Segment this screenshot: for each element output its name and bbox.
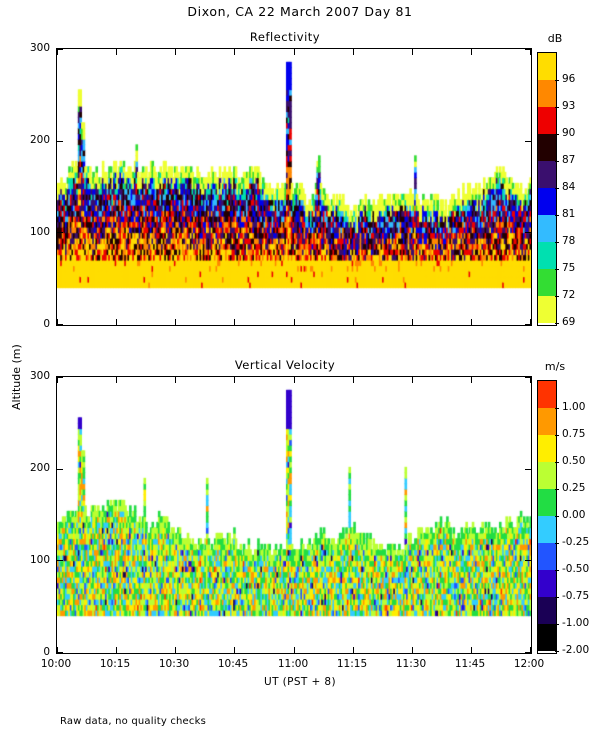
ytick-label: 0 <box>43 318 50 330</box>
axis-tick <box>175 647 176 653</box>
colorbar-segment <box>538 80 556 107</box>
xtick-label: 11:45 <box>454 658 486 670</box>
colorbar-tick <box>555 462 559 463</box>
colorbar-segment <box>538 296 556 323</box>
axis-tick <box>57 141 63 142</box>
colorbar-tick <box>555 651 559 652</box>
axis-tick <box>175 49 176 55</box>
axis-tick <box>175 319 176 325</box>
axis-tick <box>116 319 117 325</box>
colorbar-segment <box>538 215 556 242</box>
ytick-label: 300 <box>29 42 50 54</box>
colorbar-vertical-velocity <box>537 380 557 654</box>
colorbar-tick <box>555 269 559 270</box>
axis-tick <box>525 652 531 653</box>
colorbar-tick <box>555 188 559 189</box>
panel-title-vertical-velocity: Vertical Velocity <box>234 358 336 372</box>
axis-tick <box>525 141 531 142</box>
colorbar-tick-label: 0.75 <box>562 428 586 440</box>
colorbar-segment <box>538 381 556 408</box>
ytick-label: 100 <box>29 554 50 566</box>
colorbar-segment <box>538 462 556 489</box>
axis-tick <box>525 469 531 470</box>
colorbar-tick-label: 81 <box>562 208 576 220</box>
axis-tick <box>412 647 413 653</box>
colorbar-unit-db: dB <box>547 32 563 45</box>
axis-tick <box>412 49 413 55</box>
axis-tick <box>116 49 117 55</box>
colorbar-tick <box>555 435 559 436</box>
colorbar-tick <box>555 134 559 135</box>
xtick-label: 11:00 <box>277 658 309 670</box>
xtick-label: 12:00 <box>513 658 545 670</box>
colorbar-segment <box>538 516 556 543</box>
colorbar-tick <box>555 570 559 571</box>
axis-tick <box>353 377 354 383</box>
axis-tick <box>57 377 63 378</box>
axis-tick <box>412 319 413 325</box>
reflectivity-canvas <box>57 49 531 325</box>
colorbar-tick <box>555 489 559 490</box>
colorbar-tick-label: -0.25 <box>562 536 590 548</box>
axis-tick <box>57 324 63 325</box>
axis-tick <box>525 232 531 233</box>
axis-tick <box>525 560 531 561</box>
xtick-label: 11:15 <box>336 658 368 670</box>
colorbar-tick <box>555 80 559 81</box>
vertical-velocity-canvas <box>57 377 531 653</box>
colorbar-tick-label: 75 <box>562 262 576 274</box>
axis-tick <box>294 319 295 325</box>
colorbar-tick-label: 78 <box>562 235 576 247</box>
axis-tick <box>471 647 472 653</box>
colorbar-tick-label: -0.75 <box>562 590 590 602</box>
colorbar-tick-label: 69 <box>562 316 576 328</box>
footnote: Raw data, no quality checks <box>60 716 207 727</box>
colorbar-tick <box>555 215 559 216</box>
axis-tick <box>525 324 531 325</box>
axis-tick <box>353 319 354 325</box>
colorbar-tick-label: -1.00 <box>562 617 590 629</box>
colorbar-tick-label: -0.50 <box>562 563 590 575</box>
colorbar-segment <box>538 242 556 269</box>
xtick-label: 10:45 <box>217 658 249 670</box>
colorbar-segment <box>538 107 556 134</box>
xtick-label: 10:15 <box>99 658 131 670</box>
colorbar-tick-label: 90 <box>562 127 576 139</box>
xtick-label: 11:30 <box>395 658 427 670</box>
panel-title-reflectivity: Reflectivity <box>249 30 321 44</box>
colorbar-tick-label: 87 <box>562 154 576 166</box>
colorbar-segment <box>538 53 556 80</box>
vertical-velocity-plot <box>56 376 532 654</box>
colorbar-segment <box>538 543 556 570</box>
figure-title: Dixon, CA 22 March 2007 Day 81 <box>187 4 413 19</box>
colorbar-tick-label: 84 <box>562 181 576 193</box>
colorbar-tick <box>555 543 559 544</box>
axis-tick <box>234 647 235 653</box>
axis-tick <box>175 377 176 383</box>
y-axis-title: Altitude (m) <box>10 344 23 410</box>
axis-tick <box>57 652 63 653</box>
colorbar-segment <box>538 624 556 651</box>
colorbar-tick <box>555 597 559 598</box>
axis-tick <box>57 49 63 50</box>
axis-tick <box>116 647 117 653</box>
colorbar-segment <box>538 570 556 597</box>
colorbar-tick <box>555 296 559 297</box>
axis-tick <box>471 377 472 383</box>
axis-tick <box>116 377 117 383</box>
axis-tick <box>525 377 531 378</box>
colorbar-tick <box>555 242 559 243</box>
colorbar-tick <box>555 516 559 517</box>
axis-tick <box>471 319 472 325</box>
axis-tick <box>294 49 295 55</box>
reflectivity-plot <box>56 48 532 326</box>
axis-tick <box>234 319 235 325</box>
axis-tick <box>57 232 63 233</box>
axis-tick <box>57 560 63 561</box>
colorbar-tick-label: 72 <box>562 289 576 301</box>
colorbar-segment <box>538 435 556 462</box>
colorbar-tick-label: 0.25 <box>562 482 586 494</box>
colorbar-tick-label: 0.00 <box>562 509 586 521</box>
colorbar-segment <box>538 489 556 516</box>
colorbar-tick <box>555 624 559 625</box>
ytick-label: 100 <box>29 226 50 238</box>
axis-tick <box>525 49 531 50</box>
ytick-label: 200 <box>29 462 50 474</box>
colorbar-segment <box>538 161 556 188</box>
colorbar-tick-label: 96 <box>562 73 576 85</box>
axis-tick <box>234 49 235 55</box>
axis-tick <box>294 377 295 383</box>
colorbar-segment <box>538 188 556 215</box>
colorbar-tick <box>555 408 559 409</box>
colorbar-tick-label: 1.00 <box>562 401 586 413</box>
colorbar-segment <box>538 597 556 624</box>
ytick-label: 0 <box>43 646 50 658</box>
colorbar-tick-label: 93 <box>562 100 576 112</box>
ytick-label: 200 <box>29 134 50 146</box>
axis-tick <box>57 469 63 470</box>
axis-tick <box>294 647 295 653</box>
colorbar-unit-ms: m/s <box>544 360 566 373</box>
colorbar-reflectivity <box>537 52 557 326</box>
colorbar-segment <box>538 408 556 435</box>
xtick-label: 10:30 <box>158 658 190 670</box>
colorbar-tick-label: -2.00 <box>562 644 590 656</box>
axis-tick <box>234 377 235 383</box>
colorbar-tick <box>555 107 559 108</box>
ytick-label: 300 <box>29 370 50 382</box>
colorbar-tick <box>555 323 559 324</box>
axis-tick <box>471 49 472 55</box>
axis-tick <box>353 49 354 55</box>
axis-tick <box>353 647 354 653</box>
x-axis-title: UT (PST + 8) <box>264 676 336 688</box>
colorbar-segment <box>538 134 556 161</box>
axis-tick <box>412 377 413 383</box>
colorbar-segment <box>538 269 556 296</box>
colorbar-tick <box>555 161 559 162</box>
xtick-label: 10:00 <box>40 658 72 670</box>
colorbar-tick-label: 0.50 <box>562 455 586 467</box>
